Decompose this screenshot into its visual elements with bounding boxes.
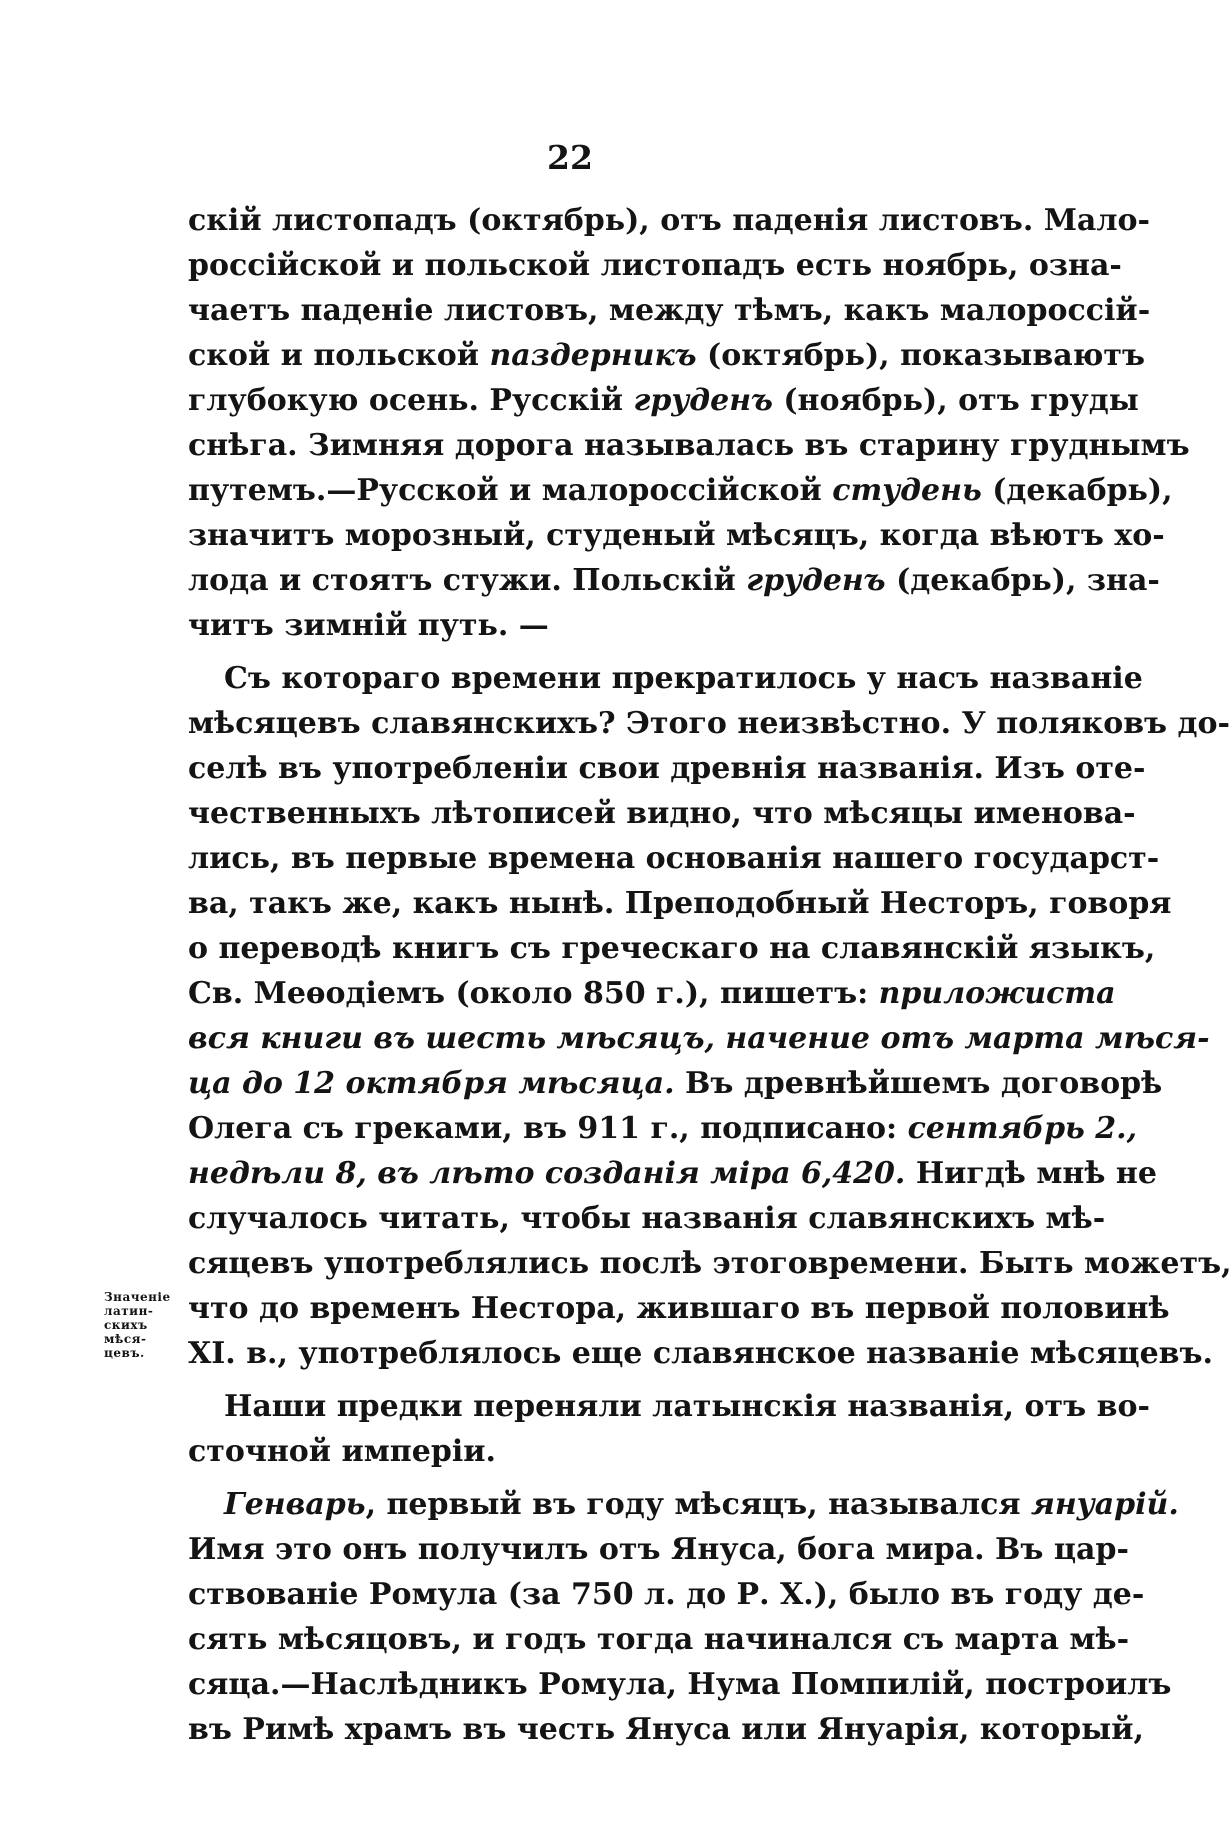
text-line: случалось читать, чтобы названія славянскихъ мѣ- [188, 1201, 1106, 1236]
text-line: Наши предки переняли латынскія названія, отъ во- [224, 1389, 1150, 1424]
text-line: селѣ въ употребленіи свои древнія названія. Изъ оте- [188, 751, 1146, 786]
text-line: снѣга. Зимняя дорога называлась въ старину груднымъ [188, 428, 1190, 463]
text-line: сточной имперіи. [188, 1434, 496, 1469]
text-line: мѣсяцевъ славянскихъ? Этого неизвѣстно. У поляковъ до- [188, 706, 1230, 741]
italic-term: паздерникъ [489, 338, 697, 373]
italic-term: Генварь [224, 1487, 366, 1522]
text-line: что до временъ Нестора, жившаго въ первой половинѣ [188, 1291, 1170, 1326]
text-line: читъ зимній путь. — [188, 608, 549, 643]
italic-term: вся книги въ шесть мѣсяцъ, начение отъ марта мѣся- [188, 1021, 1210, 1056]
text-line: Св. Меѳодіемъ (около 850 г.), пишетъ: приложиста [188, 976, 1116, 1011]
margin-note-line: скихъ [104, 1318, 148, 1332]
text-line: Съ котораго времени прекратилось у насъ названіе [224, 661, 1143, 696]
margin-note [104, 1290, 190, 1360]
text-line: значитъ морозный, студеный мѣсяцъ, когда вѣютъ хо- [188, 518, 1165, 553]
text-line: ца до 12 октября мѣсяца. Въ древнѣйшемъ договорѣ [188, 1066, 1163, 1101]
text-line: путемъ.—Русской и малороссійской студень (декабрь), [188, 473, 1173, 508]
paragraph [188, 1482, 1179, 1752]
italic-term: груденъ [633, 383, 773, 418]
text-line: лода и стоятъ стужи. Польскій груденъ (декабрь), зна- [188, 563, 1160, 598]
italic-term: студень [832, 473, 982, 508]
text-line: Имя это онъ получилъ отъ Януса, бога мира. Въ цар- [188, 1532, 1129, 1567]
text-line: недѣли 8, въ лѣто созданія міра 6,420. Нигдѣ мнѣ не [188, 1156, 1157, 1191]
paragraph [188, 656, 1232, 1376]
page-number: 22 [547, 138, 593, 177]
text-line: россійской и польской листопадъ есть ноябрь, озна- [188, 248, 1122, 283]
text-line: Олега съ греками, въ 911 г., подписано: сентябрь 2., [188, 1111, 1138, 1146]
text-line: сять мѣсяцовъ, и годъ тогда начинался съ марта мѣ- [188, 1622, 1130, 1657]
text-line [188, 1016, 1210, 1061]
text-line: въ Римѣ храмъ въ честь Януса или Януарія, который, [188, 1712, 1144, 1747]
text-line: лись, въ первые времена основанія нашего государст- [188, 841, 1160, 876]
text-line: сяцевъ употреблялись послѣ этоговремени. Быть можетъ, [188, 1246, 1232, 1281]
text-line: XI. в., употреблялось еще славянское названіе мѣсяцевъ. [188, 1336, 1213, 1371]
italic-term: ца до 12 октября мѣсяца. [188, 1066, 675, 1101]
margin-note-line: латин- [104, 1304, 154, 1318]
margin-note-line: мѣся- [104, 1332, 147, 1346]
italic-term: сентябрь 2., [907, 1111, 1138, 1146]
italic-term: недѣли 8, въ лѣто созданія міра 6,420. [188, 1156, 906, 1191]
text-line: чественныхъ лѣтописей видно, что мѣсяцы именова- [188, 796, 1136, 831]
text-line: Генварь, первый въ году мѣсяцъ, назывался януарій. [224, 1487, 1179, 1522]
margin-note-line: Значеніе [104, 1290, 171, 1304]
paragraph [188, 198, 1190, 648]
text-line: чаетъ паденіе листовъ, между тѣмъ, какъ малороссій- [188, 293, 1151, 328]
text-line: ствованіе Ромула (за 750 л. до Р. Х.), было въ году де- [188, 1577, 1145, 1612]
text-line: глубокую осень. Русскій груденъ (ноябрь), отъ груды [188, 383, 1139, 418]
text-line: скій листопадъ (октябрь), отъ паденія листовъ. Мало- [188, 203, 1150, 238]
text-line: о переводѣ книгъ съ греческаго на славянскій языкъ, [188, 931, 1156, 966]
paragraph [188, 1384, 1150, 1474]
italic-term: приложиста [878, 976, 1116, 1011]
text-line: сяца.—Наслѣдникъ Ромула, Нума Помпилій, построилъ [188, 1667, 1172, 1702]
text-line: ской и польской паздерникъ (октябрь), показываютъ [188, 338, 1146, 373]
text-line: ва, такъ же, какъ нынѣ. Преподобный Несторъ, говоря [188, 886, 1172, 921]
italic-term: груденъ [746, 563, 886, 598]
margin-note-line: цевъ. [104, 1346, 145, 1360]
italic-term: януарій. [1031, 1487, 1179, 1522]
main-text [188, 198, 1232, 1752]
